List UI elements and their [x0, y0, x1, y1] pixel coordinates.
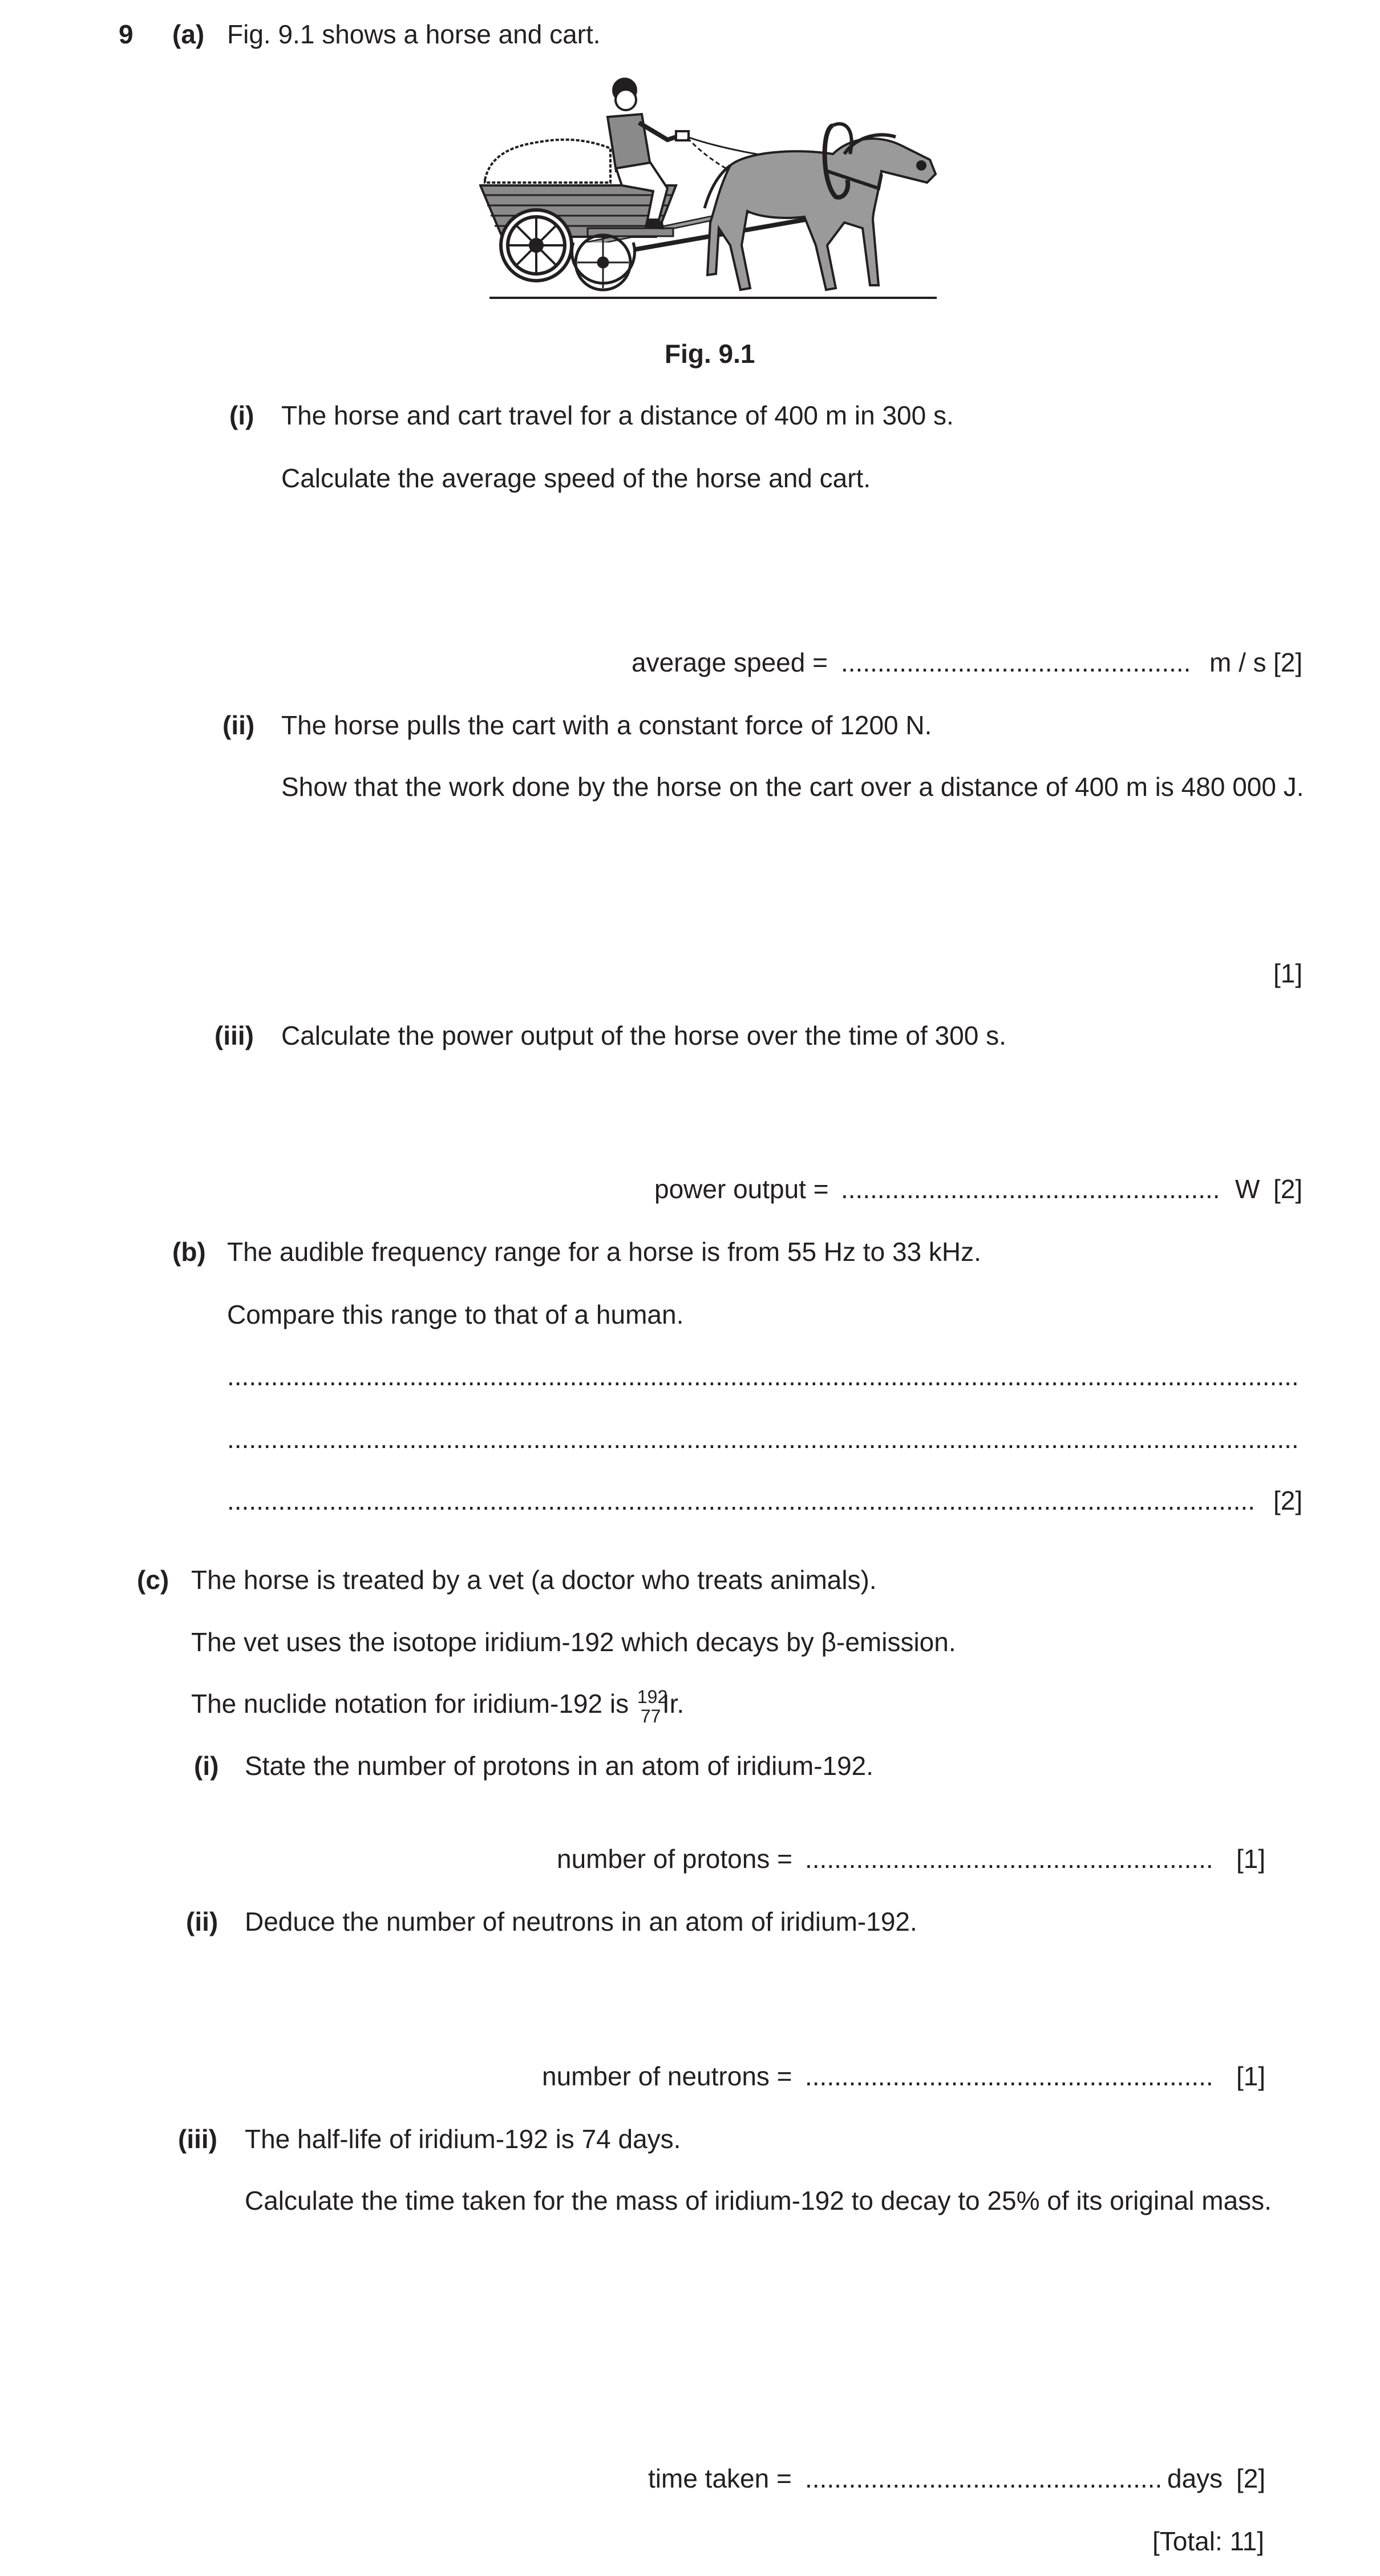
part-c-text1: The horse is treated by a vet (a doctor who treats animals). [191, 1565, 877, 1595]
part-c-label: (c) [137, 1565, 169, 1595]
time-taken-unit: days [1167, 2464, 1223, 2493]
cart-wheel-front [572, 235, 635, 290]
part-b-marks: [2] [1273, 1486, 1303, 1515]
part-c-nuclide-line [191, 1687, 685, 1726]
question-number: 9 [119, 19, 133, 49]
part-c-iii-label: (iii) [178, 2124, 217, 2154]
total-marks: [Total: 11] [1152, 2526, 1265, 2556]
part-a-i-label: (i) [229, 401, 254, 430]
mass-number: 192 [637, 1687, 668, 1707]
time-taken-answer-line[interactable]: ................................................. [805, 2464, 1163, 2493]
horse-and-cart-figure [479, 74, 953, 302]
part-c-ii-marks: [1] [1236, 2061, 1266, 2091]
power-output-label: power output = [654, 1174, 829, 1204]
part-a-i-text2: Calculate the average speed of the horse and cart. [281, 463, 871, 493]
number-of-neutrons-label: number of neutrons = [542, 2061, 792, 2091]
part-b-label: (b) [172, 1237, 206, 1267]
part-c-text3-prefix: The nuclide notation for iridium-192 is [191, 1689, 629, 1718]
part-b-text2: Compare this range to that of a human. [227, 1300, 684, 1329]
part-c-i-label: (i) [194, 1751, 219, 1781]
part-a-iii-label: (iii) [215, 1021, 254, 1050]
number-of-protons-label: number of protons = [557, 1844, 792, 1874]
part-b-answer-line-3[interactable]: ............................................................................................................................................. [227, 1486, 1256, 1515]
number-of-protons-answer-line[interactable]: ........................................................ [805, 1844, 1213, 1874]
cart-wheel-back [501, 210, 572, 281]
part-c-i-text: State the number of protons in an atom of iridium-192. [245, 1751, 874, 1781]
part-a-ii-marks: [1] [1273, 959, 1303, 988]
number-of-neutrons-answer-line[interactable]: ........................................................ [805, 2061, 1213, 2091]
part-c-i-marks: [1] [1236, 1844, 1266, 1874]
power-output-unit: W [1235, 1174, 1260, 1204]
part-c-iii-marks: [2] [1236, 2464, 1266, 2493]
part-a-iii-text1: Calculate the power output of the horse over the time of 300 s. [281, 1021, 1006, 1050]
nuclide-notation [636, 1687, 668, 1726]
atomic-number: 77 [640, 1706, 661, 1726]
part-c-ii-label: (ii) [186, 1907, 218, 1936]
part-c-iii-text2: Calculate the time taken for the mass of iridium-192 to decay to 25% of its original mass. [245, 2186, 1272, 2215]
figure-caption: Fig. 9.1 [665, 339, 755, 369]
part-a-i-text1: The horse and cart travel for a distance of 400 m in 300 s. [281, 401, 954, 430]
part-c-iii-text1: The half-life of iridium-192 is 74 days. [245, 2124, 681, 2154]
average-speed-label: average speed = [632, 648, 828, 677]
part-a-intro: Fig. 9.1 shows a horse and cart. [227, 19, 601, 49]
part-a-ii-text2: Show that the work done by the horse on the cart over a distance of 400 m is 480 000 J. [281, 772, 1304, 802]
horse [705, 124, 936, 290]
part-a-iii-marks: [2] [1273, 1174, 1303, 1204]
part-a-ii-text1: The horse pulls the cart with a constant force of 1200 N. [281, 710, 932, 740]
part-a-ii-label: (ii) [222, 710, 255, 740]
average-speed-answer-line[interactable]: ................................................ [841, 648, 1191, 677]
part-a-label: (a) [172, 19, 205, 49]
power-output-answer-line[interactable]: .................................................... [841, 1174, 1220, 1204]
part-b-answer-line-2[interactable]: ................................................................................................................................................... [227, 1424, 1299, 1454]
element-symbol: Ir. [662, 1689, 685, 1718]
part-c-text2: The vet uses the isotope iridium-192 which decays by β-emission. [191, 1627, 956, 1657]
part-b-text1: The audible frequency range for a horse is from 55 Hz to 33 kHz. [227, 1237, 981, 1267]
part-b-answer-line-1[interactable]: ................................................................................................................................................... [227, 1361, 1299, 1391]
time-taken-label: time taken = [648, 2464, 792, 2493]
hay-pile [485, 140, 610, 183]
part-c-ii-text: Deduce the number of neutrons in an atom of iridium-192. [245, 1907, 917, 1936]
average-speed-unit: m / s [1209, 648, 1266, 677]
part-a-i-marks: [2] [1273, 648, 1303, 677]
